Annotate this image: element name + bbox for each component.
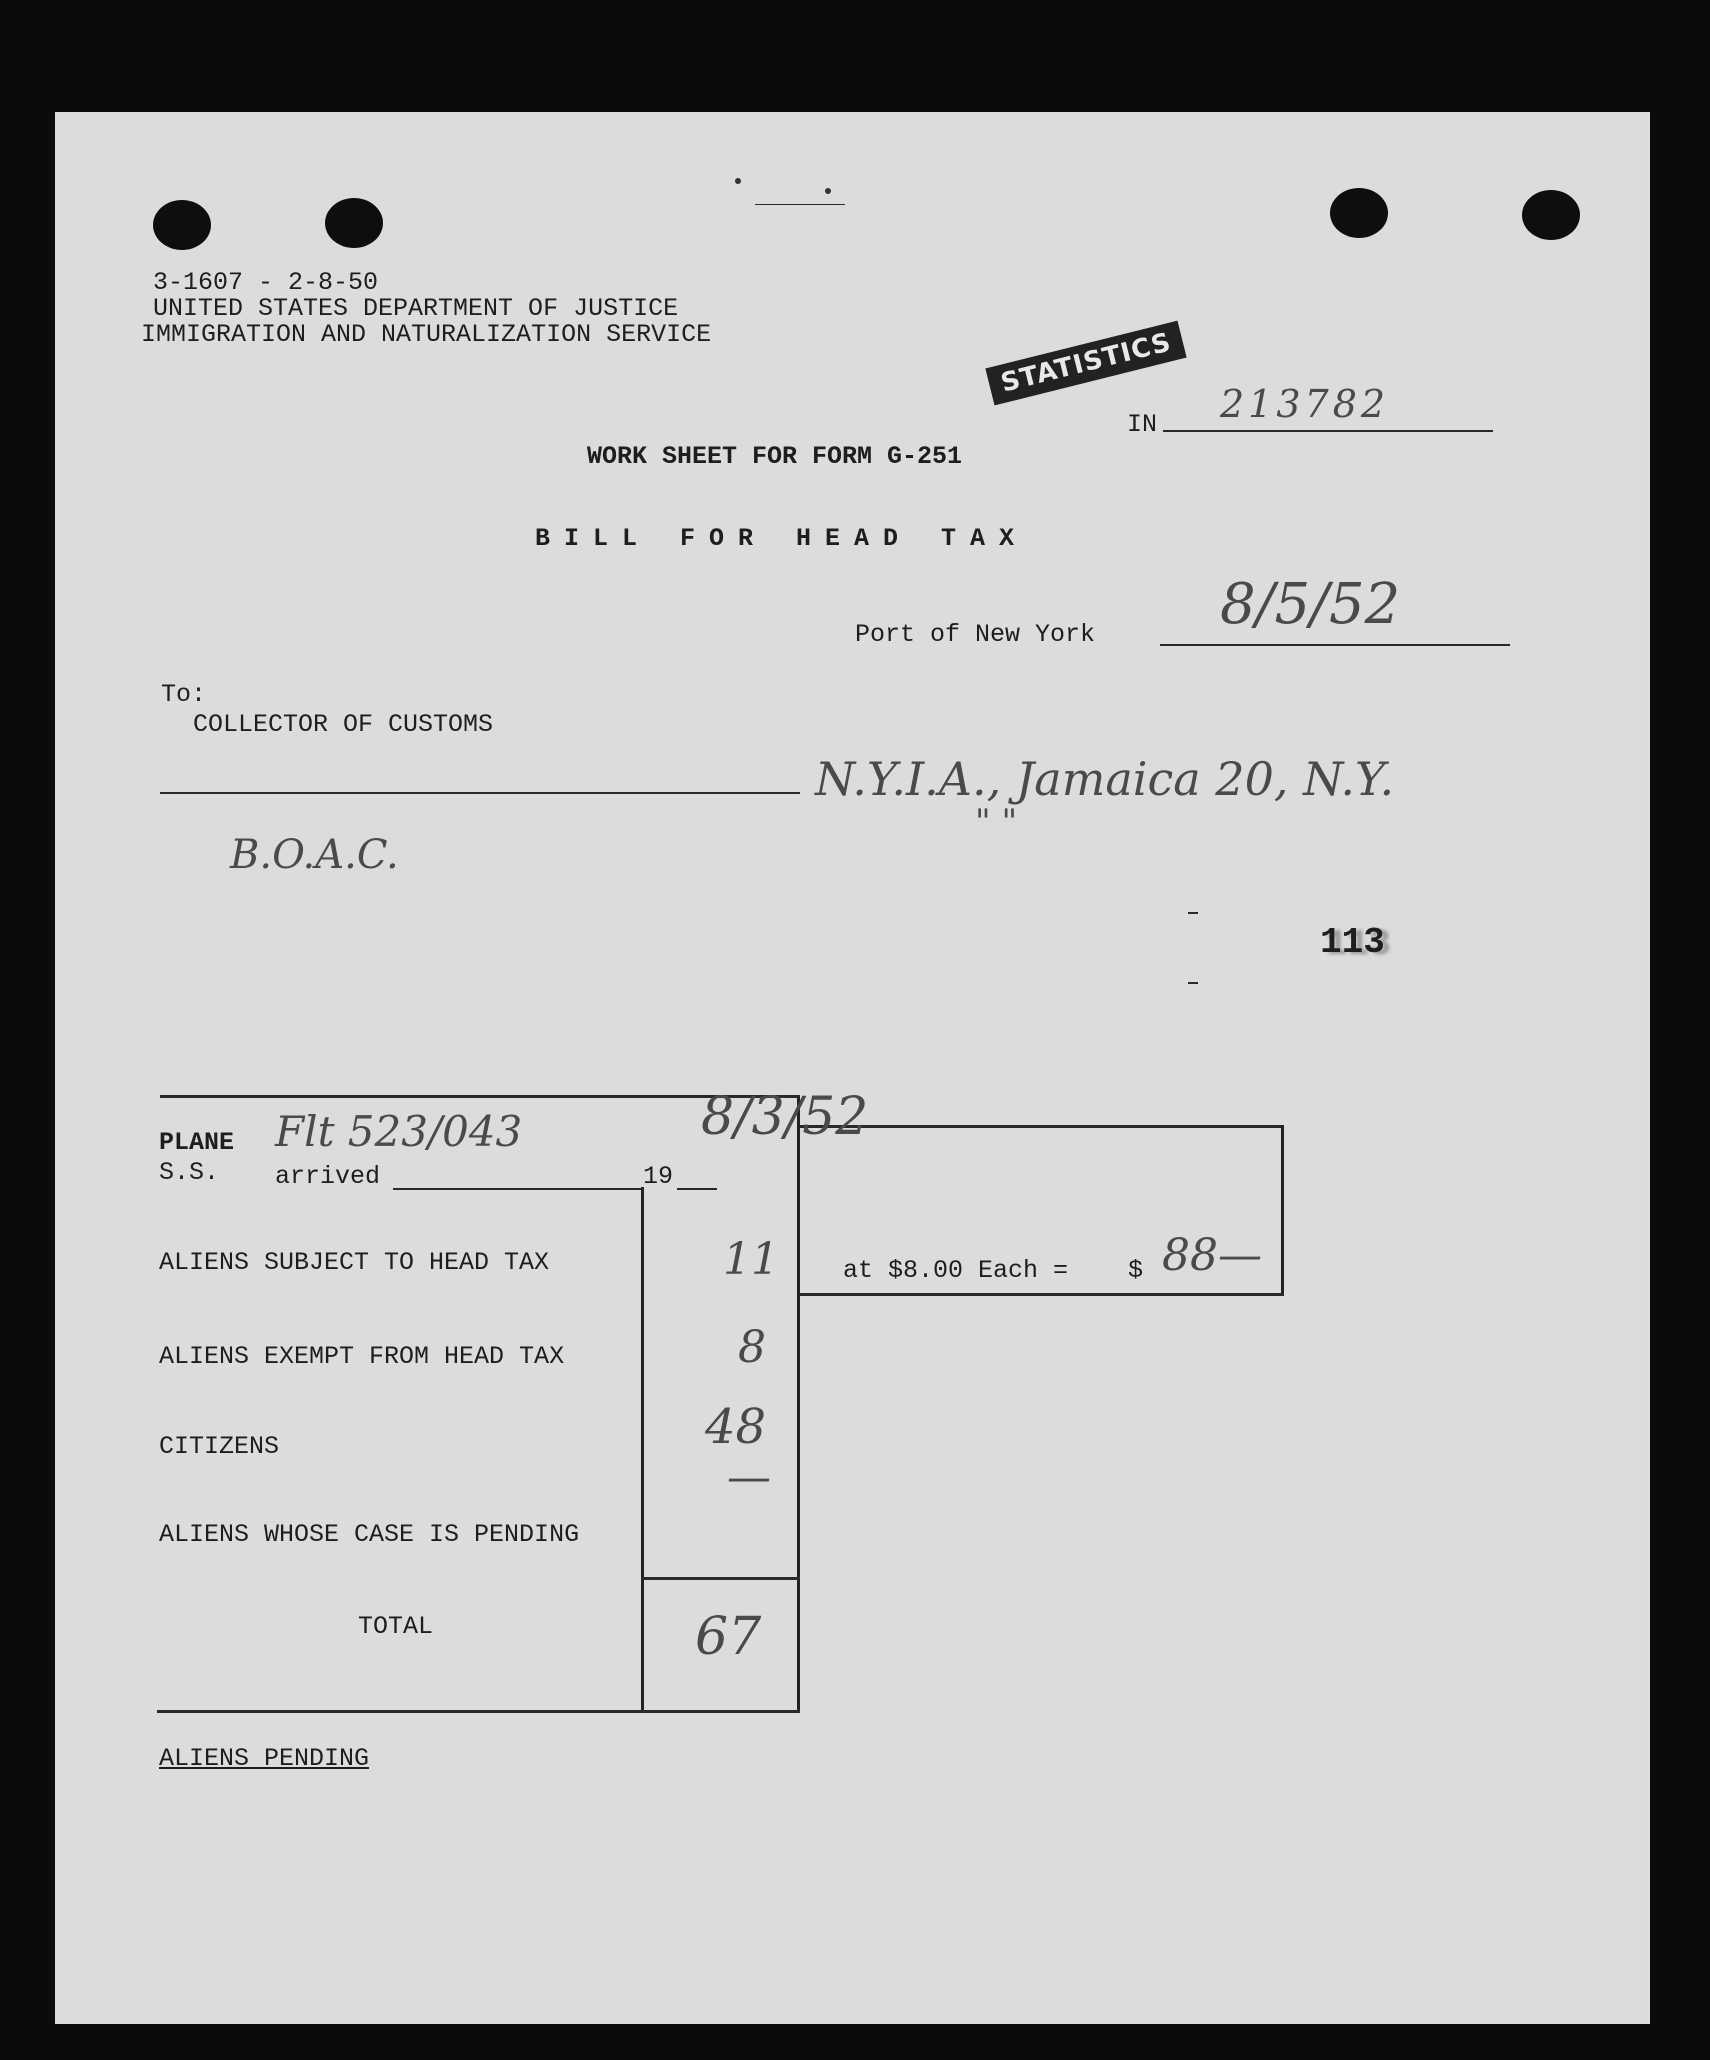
table-mid-border bbox=[641, 1187, 644, 1712]
row-label-pending: ALIENS WHOSE CASE IS PENDING bbox=[159, 1520, 580, 1549]
location-handwritten: N.Y.I.A., Jamaica 20, N.Y. bbox=[815, 752, 1395, 806]
row-value-exempt: 8 bbox=[738, 1322, 766, 1373]
table-bottom-rule bbox=[157, 1710, 800, 1713]
ss-label: S.S. bbox=[159, 1158, 220, 1187]
ink-stroke bbox=[755, 204, 845, 205]
row-label-subject: ALIENS SUBJECT TO HEAD TAX bbox=[159, 1248, 550, 1277]
punch-hole-1 bbox=[153, 200, 211, 250]
dollar-sign: $ bbox=[1128, 1256, 1144, 1285]
ink-mark bbox=[825, 188, 831, 194]
flight-handwritten: Flt 523/043 bbox=[275, 1107, 523, 1156]
addressee: COLLECTOR OF CUSTOMS bbox=[193, 710, 494, 739]
carrier-handwritten: B.O.A.C. bbox=[230, 832, 399, 878]
port-label: Port of New York bbox=[855, 620, 1096, 649]
total-rule bbox=[641, 1577, 800, 1580]
row-label-exempt: ALIENS EXEMPT FROM HEAD TAX bbox=[159, 1342, 565, 1371]
to-label: To: bbox=[161, 680, 207, 709]
row-value-pending: — bbox=[727, 1452, 771, 1503]
punch-hole-2 bbox=[325, 198, 383, 248]
form-title: WORK SHEET FOR FORM G-251 bbox=[587, 442, 963, 471]
total-label: TOTAL bbox=[358, 1612, 434, 1641]
row-value-citizens: 48 bbox=[705, 1399, 767, 1455]
port-date: 8/5/52 bbox=[1220, 572, 1401, 637]
year-prefix: 19 bbox=[643, 1162, 674, 1191]
document-page bbox=[55, 112, 1650, 2024]
address-line bbox=[160, 792, 800, 794]
arrival-date-handwritten: 8/3/52 bbox=[701, 1087, 869, 1147]
service-name: IMMIGRATION AND NATURALIZATION SERVICE bbox=[141, 320, 712, 349]
punch-hole-4 bbox=[1522, 190, 1580, 240]
batch-number: 113 bbox=[1320, 922, 1385, 963]
row-value-subject: 11 bbox=[723, 1234, 779, 1285]
department-name: UNITED STATES DEPARTMENT OF JUSTICE bbox=[153, 294, 679, 323]
table-right-border bbox=[797, 1095, 800, 1712]
arrived-label: arrived bbox=[275, 1162, 381, 1191]
rate-text: at $8.00 Each = bbox=[843, 1256, 1069, 1285]
rate-box-top bbox=[800, 1125, 1283, 1128]
total-value: 67 bbox=[695, 1607, 762, 1667]
amount-handwritten: 88— bbox=[1162, 1230, 1262, 1281]
rate-box-bottom bbox=[800, 1293, 1284, 1296]
in-number: 213782 bbox=[1220, 382, 1390, 426]
statistics-stamp: STATISTICS bbox=[985, 321, 1187, 406]
punch-hole-3 bbox=[1330, 188, 1388, 238]
year-line bbox=[677, 1188, 717, 1190]
in-label: IN bbox=[1127, 410, 1158, 439]
row-label-citizens: CITIZENS bbox=[159, 1432, 280, 1461]
form-number: 3-1607 - 2-8-50 bbox=[153, 268, 379, 297]
tick-mark bbox=[1188, 982, 1198, 984]
tick-mark bbox=[1188, 912, 1198, 914]
ink-mark bbox=[735, 178, 741, 184]
ditto-marks: " " bbox=[975, 802, 1018, 842]
rate-box-right bbox=[1281, 1125, 1284, 1295]
aliens-pending-heading: ALIENS PENDING bbox=[159, 1744, 370, 1773]
in-number-line bbox=[1163, 430, 1493, 432]
form-subtitle: BILL FOR HEAD TAX bbox=[535, 524, 1029, 553]
arrived-line bbox=[393, 1188, 643, 1190]
plane-label: PLANE bbox=[159, 1128, 235, 1157]
port-date-line bbox=[1160, 644, 1510, 646]
